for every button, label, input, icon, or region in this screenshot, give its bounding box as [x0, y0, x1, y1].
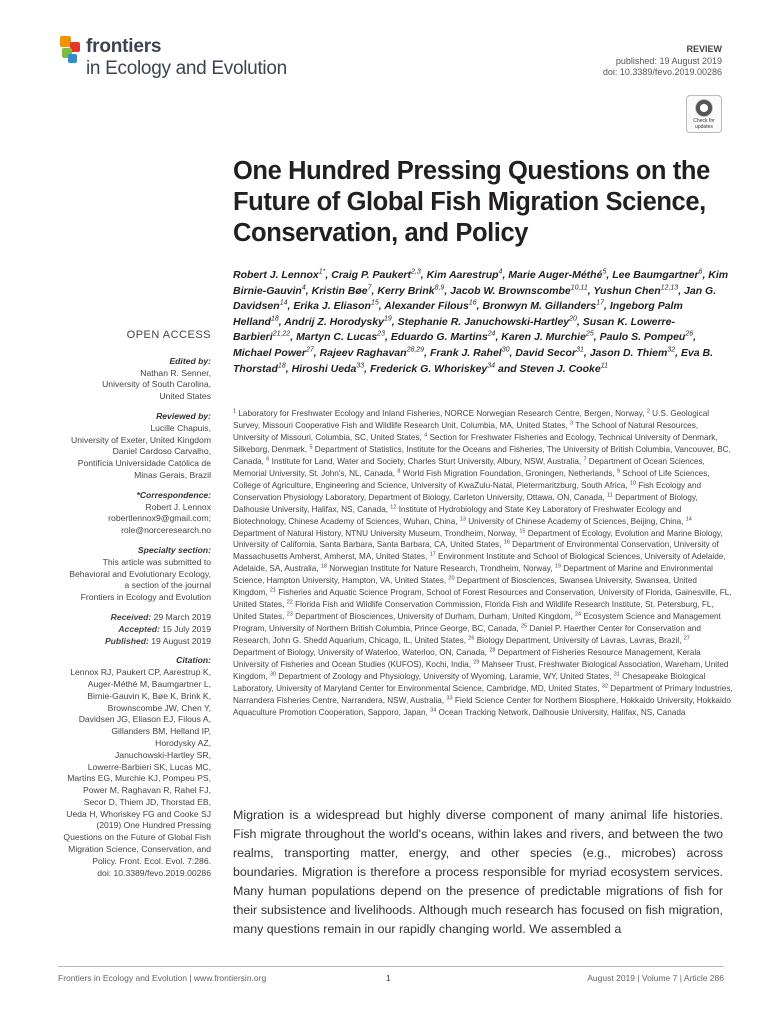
author-name[interactable]: Kim Birnie-Gauvin	[233, 269, 729, 297]
author-affiliation-marker: 31	[576, 346, 584, 354]
author-name[interactable]: Jacob W. Brownscombe	[450, 284, 571, 297]
affiliation-text: Department of Statistics, Institute for the Oceans and Fisheries, The University of British Columbia, Vancouver, BC, Canada,	[233, 444, 731, 466]
affiliation-text: Institute of Hydrobiology and State Key Laboratory of Freshwater Ecology and Biotechnology, Chinese Academy of Sciences, Wuhan, China,	[233, 504, 682, 526]
text-line: Lucille Chapuis,	[150, 422, 211, 433]
author-name[interactable]: Andrij Z. Horodysky	[284, 315, 384, 328]
published-date: published: 19 August 2019	[615, 56, 722, 66]
affiliation-text: Biology Department, University of Lavras, Lavras, Brazil,	[474, 636, 684, 646]
text-line: Robert J. Lennox	[145, 501, 211, 512]
author-affiliation-marker: 27	[305, 346, 314, 354]
specialty-section	[58, 545, 211, 604]
text-line: Horodysky AZ,	[155, 737, 211, 748]
author-name[interactable]: Yushun Chen	[593, 284, 661, 297]
author-affiliation-marker: 10,11	[570, 284, 588, 292]
doi-link[interactable]: doi: 10.3389/fevo.2019.00286	[602, 67, 722, 77]
correspondence-text[interactable]	[58, 502, 211, 537]
author-name[interactable]: Martyn C. Lucas	[296, 331, 378, 344]
affiliation-text: Department of Biology, University of Waterloo, Waterloo, ON, Canada,	[233, 648, 490, 658]
text-line: Birnie-Gauvin K, Bøe K, Brink K,	[87, 690, 211, 701]
affiliation-text: School of Life Sciences, College of Agriculture, Engineering and Science, University of KwaZulu-Natal, Pietermaritzburg, South Africa,	[233, 468, 710, 490]
author-affiliation-marker: 5	[602, 268, 607, 276]
text-line: Questions on the Future of Global Fish	[63, 832, 211, 843]
affiliation-text: Section for Freshwater Fisheries and Ecology, Technical University of Denmark, Silkeborg, Denmark,	[233, 432, 718, 454]
author-affiliation-marker: 15	[370, 299, 379, 307]
author-name[interactable]: Eva B. Thorstad	[233, 346, 714, 375]
author-affiliation-marker: 30	[501, 346, 510, 354]
author-affiliation-marker: 28,29	[406, 346, 425, 354]
affiliation-number: 16	[503, 539, 510, 546]
author-name[interactable]: Frank J. Rahel	[429, 346, 502, 359]
author-affiliation-marker: 33	[356, 362, 365, 370]
author-affiliation-marker: 8,9	[434, 284, 445, 292]
affiliation-text: Norwegian Institute for Nature Research, Trondheim, Norway,	[326, 564, 555, 574]
article-type: REVIEW	[686, 44, 722, 54]
specialty-text	[58, 557, 211, 604]
affiliation-number: 17	[429, 551, 436, 558]
text-line: United States	[159, 391, 211, 402]
affiliation-number: 31	[613, 671, 620, 678]
author-affiliation-marker: 6	[698, 268, 703, 276]
affiliation-number: 28	[489, 647, 496, 654]
author-affiliation-marker: 34	[487, 362, 496, 370]
affiliation-text: Department of Natural History, NTNU University Museum, Trondheim, Norway,	[233, 528, 520, 538]
author-affiliation-marker: 1*	[318, 268, 326, 276]
author-affiliation-marker: 12,13	[660, 284, 679, 292]
affiliation-number: 3	[570, 420, 574, 427]
text-line: Lennox RJ, Paukert CP, Aarestrup K,	[70, 667, 211, 678]
author-affiliation-marker: 2,3	[411, 268, 421, 276]
accepted-line: Accepted: 15 July 2019	[118, 623, 211, 634]
author-affiliation-marker: 23	[377, 330, 385, 338]
affiliation-text: Department of Ocean Sciences, Memorial University, St. John's, NL, Canada,	[233, 456, 705, 478]
affiliation-number: 13	[459, 515, 466, 522]
affiliation-text: Chesapeake Biological Laboratory, University of Maryland Center for Environmental Science, Cambridge, MD, United States,	[233, 671, 706, 693]
affiliation-number: 6	[266, 456, 270, 463]
affiliation-text: Fish Ecology and Conservation Physiology Laboratory, Department of Biology, Carleton University, Ottawa, ON, Canada,	[233, 480, 702, 502]
author-name[interactable]: Marie Auger-Méthé	[508, 269, 603, 281]
affiliation-number: 11	[607, 491, 613, 498]
author-affiliation-marker: 4	[498, 268, 503, 276]
affiliation-number: 26	[468, 635, 475, 642]
affiliation-number: 18	[320, 563, 327, 570]
author-affiliation-marker: 32	[667, 346, 676, 354]
correspondence-section	[58, 490, 211, 537]
author-name[interactable]: Robert J. Lennox	[233, 269, 319, 281]
author-name[interactable]: Paulo S. Pompeu	[599, 331, 686, 344]
open-access-label: OPEN ACCESS	[126, 329, 211, 341]
affiliation-number: 8	[397, 468, 401, 475]
author-list: Robert J. Lennox$^{1*}$, Craig P. Paukert$^{2,3}$, Kim Aarestrup$^4$, Marie Auger-Méthé$^5$, Lee Baumgartner$^6$, Kim Birnie-Gauvin$^4$, Kristin Bøe$^7$, Kerry Brink$^{8,9}$, Jacob W. Brownscombe$^{10,11}$, Yushun Chen$^{12,13}$, Jan G. Davidsen$^{14}$, Erika J. Eliason$^{15}$, Alexander Filous$^{16}$, Bronwyn M. Gillanders$^{17}$, Ingeborg Palm Helland$^{18}$, Andrij Z. Horodysky$^{19}$, Stephanie R. Januchowski-Hartley$^{20}$, Susan K. Lowerre-Barbieri$^{21,22}$, Martyn C. Lucas$^{23}$, Eduardo G. Martins$^{24}$, Karen J. Murchie$^{25}$, Paulo S. Pompeu$^{26}$, Michael Power$^{27}$, Rajeev Raghavan$^{28,29}$, Frank J. Rahel$^{30}$, David Secor$^{31}$, Jason D. Thiem$^{32}$, Eva B. Thorstad$^{18}$, Hiroshi Ueda$^{33}$, Frederick G. Whoriskey$^{34}$ and Steven J. Cooke$^{11}$	[233, 268, 729, 375]
author-name[interactable]: Alexander Filous	[384, 300, 469, 313]
affiliation-number: 34	[430, 707, 437, 714]
author-name[interactable]: Bronwyn M. Gillanders	[482, 300, 597, 313]
affiliation-text: World Fish Migration Foundation, Groningen, Netherlands,	[400, 468, 617, 478]
text-line: Behavioral and Evolutionary Ecology,	[69, 568, 211, 579]
text-line: Policy. Front. Ecol. Evol. 7:286.	[92, 855, 211, 866]
affiliation-number: 7	[583, 456, 587, 463]
journal-brand-name: frontiers	[86, 36, 162, 57]
affiliation-text: Department of Biosciences, University of Durham, Durham, United Kingdom,	[292, 612, 575, 622]
reviewed-by-section	[58, 411, 211, 482]
check-updates-label: Check for updates	[693, 118, 715, 130]
text-line: doi: 10.3389/fevo.2019.00286	[97, 867, 211, 878]
affiliation-number: 25	[521, 623, 528, 630]
affiliation-text: Field Science Center for Northern Biosphere, Hokkaido University, Hokkaido Aquaculture Promotion Cooperation, Sapporo, Japan,	[233, 695, 731, 717]
text-line: Januchowski-Hartley SR,	[115, 749, 211, 760]
affiliation-number: 23	[286, 611, 293, 618]
author-name[interactable]: Steven J. Cooke	[519, 362, 601, 375]
author-affiliation-marker: 20	[569, 315, 577, 323]
text-line: role@norceresearch.no	[121, 525, 211, 536]
affiliation-text: Ecosystem Science and Management Program, University of Northern British Columbia, Prince George, BC, Canada,	[233, 612, 721, 634]
article-title: One Hundred Pressing Questions on the Future of Global Fish Migration Science, Conservation, and Policy	[233, 157, 710, 247]
text-line: Frontiers in Ecology and Evolution	[80, 592, 211, 603]
affiliation-number: 22	[286, 599, 293, 606]
affiliation-number: 14	[685, 515, 692, 522]
affiliation-list	[233, 408, 733, 719]
text-line: Pontifícia Universidade Católica de	[77, 458, 211, 469]
text-line: University of Exeter, United Kingdom	[71, 434, 211, 445]
abstract-text: Migration is a widespread but highly diverse component of many animal life histories. Fish migrate throughout the world's oceans, within lakes and rivers, and between the two realms, transporting matter, energy, and other species (e.g., microbes) across boundaries. Migration is therefore a process responsible for myriad ecosystem services. Many human populations depend on the presence of predictable migrations of fish for their subsistence and livelihoods. Although much research has focused on fish migration, many questions remain in our rapidly changing world. We assembled a	[233, 808, 723, 936]
author-affiliation-marker: 11	[600, 362, 608, 370]
affiliation-number: 29	[473, 659, 480, 666]
affiliation-number: 19	[554, 563, 561, 570]
text-line: Ueda H, Whoriskey FG and Cooke SJ	[66, 808, 211, 819]
text-line: Nathan R. Senner,	[140, 367, 211, 378]
affiliation-number: 27	[683, 635, 690, 642]
affiliation-text: Fisheries and Aquatic Science Program, School of Forest Resources and Conservation, University of Florida, Gainesville, FL, United States,	[233, 588, 732, 610]
affiliation-text: Institute for Land, Water and Society, Charles Sturt University, Albury, NSW, Australia,	[269, 456, 584, 466]
text-line: University of South Carolina,	[102, 379, 211, 390]
author-name[interactable]: Jason D. Thiem	[589, 346, 668, 359]
text-line: Daniel Cardoso Carvalho,	[112, 446, 211, 457]
author-affiliation-marker: 16	[468, 299, 477, 307]
affiliation-text: Department of Biosciences, Swansea University, Swansea, United Kingdom,	[233, 576, 697, 598]
article-info-sidebar	[58, 330, 211, 887]
text-line: Brownscombe JW, Chen Y,	[107, 702, 211, 713]
dates-section	[58, 612, 211, 647]
author-affiliation-marker: 4	[301, 284, 306, 292]
affiliation-text: Department of Zoology and Physiology, University of Wyoming, Laramie, WY, United States,	[276, 671, 614, 681]
author-name[interactable]: David Secor	[515, 346, 577, 359]
author-name[interactable]: Frederick G. Whoriskey	[369, 362, 488, 375]
text-line: Secor D, Thiem JD, Thorstad EB,	[83, 796, 211, 807]
edited-by-text	[58, 368, 211, 403]
journal-brand-subtitle: in Ecology and Evolution	[86, 58, 287, 79]
footer-journal-link[interactable]: Frontiers in Ecology and Evolution | www.frontiersin.org	[58, 973, 267, 983]
author-name[interactable]: Karen J. Murchie	[501, 331, 586, 344]
citation-section	[58, 655, 211, 879]
affiliation-number: 33	[446, 695, 453, 702]
author-name[interactable]: Lee Baumgartner	[612, 269, 699, 281]
text-line: Minas Gerais, Brazil	[134, 469, 211, 480]
author-name[interactable]: Eduardo G. Martins	[390, 331, 488, 344]
affiliation-number: 10	[629, 479, 636, 486]
received-line: Received: 29 March 2019	[110, 611, 211, 622]
affiliation-number: 24	[574, 611, 582, 618]
reviewed-by-text	[58, 423, 211, 482]
affiliation-text: Mahseer Trust, Freshwater Biological Association, Wareham, United Kingdom,	[233, 660, 729, 681]
affiliation-number: 15	[519, 527, 526, 534]
affiliation-text: Florida Fish and Wildlife Conservation Commission, Florida Fish and Wildlife Research Institute, St. Petersburg, FL, United States,	[233, 600, 714, 622]
text-line: This article was submitted to	[102, 556, 211, 567]
affiliation-text: Department of Fisheries Resource Management, Kerala University of Fisheries and Ocean Studies (KUFOS), Kochi, India,	[233, 648, 701, 670]
affiliation-text: Daniel P. Haerther Center for Conservation and Research, John G. Shedd Aquarium, Chicago, IL, United States,	[233, 624, 701, 646]
text-line: robertlennox9@gmail.com;	[108, 513, 211, 524]
edited-by-label: Edited by:	[169, 355, 211, 366]
affiliation-number: 2	[646, 408, 650, 415]
author-affiliation-marker: 24	[487, 330, 496, 338]
text-line: Davidsen JG, Eliason EJ, Filous A,	[78, 714, 211, 725]
author-affiliation-marker: 19	[383, 315, 392, 323]
author-name[interactable]: Rajeev Raghavan	[319, 346, 407, 359]
affiliation-text: Department of Biology, Dalhousie University, Halifax, NS, Canada,	[233, 492, 698, 514]
affiliation-number: 12	[390, 503, 397, 510]
author-name[interactable]: Kerry Brink	[377, 284, 435, 297]
affiliation-text: U.S. Geological Survey, Missouri Cooperative Fish and Wildlife Research Unit, Columbia, MA, United States,	[233, 409, 710, 430]
author-name[interactable]: Jan G. Davidsen	[233, 284, 717, 313]
affiliation-number: 30	[269, 671, 276, 678]
affiliation-text: Department of Environmental Conservation, University of Massachusetts Amherst, Amherst, MA, United States,	[233, 540, 719, 562]
author-name[interactable]: Susan K. Lowerre-Barbieri	[233, 315, 675, 344]
affiliation-text: University of Chinese Academy of Sciences, Beijing, China,	[465, 516, 686, 526]
author-name[interactable]: Erika J. Eliason	[293, 300, 371, 313]
affiliation-number: 1	[233, 408, 237, 415]
affiliation-number: 32	[601, 683, 609, 690]
author-name[interactable]: Kim Aarestrup	[426, 269, 499, 281]
page-number: 1	[386, 973, 391, 983]
author-affiliation-marker: 17	[596, 299, 605, 307]
affiliation-number: 4	[424, 432, 428, 439]
author-affiliation-marker: 26	[685, 330, 694, 338]
affiliation-number: 20	[448, 575, 455, 582]
affiliation-text: The School of Natural Resources, University of Missouri, Columbia, SC, United States,	[233, 420, 699, 442]
author-name[interactable]: Craig P. Paukert	[331, 269, 411, 281]
author-affiliation-marker: 25	[585, 330, 594, 338]
author-affiliation-marker: 21,22	[272, 330, 291, 338]
author-affiliation-marker: 7	[367, 284, 372, 292]
affiliation-number: 21	[269, 587, 276, 594]
affiliation-text: Department of Ecology, Evolution and Marine Biology, University of California, Santa Barbara, Santa Barbara, CA, United States,	[233, 528, 723, 550]
affiliation-number: 5	[309, 444, 313, 451]
affiliation-number: 9	[616, 468, 620, 475]
edited-by-section	[58, 356, 211, 403]
author-name[interactable]: Michael Power	[233, 346, 306, 359]
reviewed-by-label: Reviewed by:	[156, 410, 211, 421]
footer-issue-info: August 2019 | Volume 7 | Article 286	[587, 973, 724, 983]
text-line: a section of the journal	[124, 580, 211, 591]
specialty-label: Specialty section:	[137, 544, 211, 555]
text-line: (2019) One Hundred Pressing	[96, 820, 211, 831]
published-line: Published: 19 August 2019	[104, 635, 211, 646]
author-name[interactable]: Stephanie R. Januchowski-Hartley	[397, 315, 570, 328]
author-affiliation-marker: 18	[270, 315, 279, 323]
author-name[interactable]: Kristin Bøe	[311, 284, 368, 297]
affiliation-text: Laboratory for Freshwater Ecology and Inland Fisheries, NORCE Norwegian Research Centre, Bergen, Norway,	[236, 409, 647, 418]
citation-text	[58, 667, 211, 879]
text-line: Martins EG, Murchie KJ, Pompeu PS,	[67, 773, 211, 784]
check-updates-icon	[695, 99, 713, 117]
text-line: Gillanders BM, Helland IP,	[111, 726, 211, 737]
text-line: Migration Science, Conservation, and	[68, 844, 211, 855]
author-affiliation-marker: 18	[277, 362, 286, 370]
citation-label: Citation:	[176, 655, 211, 666]
check-for-updates-badge[interactable]	[686, 95, 722, 133]
footer-divider	[58, 966, 724, 967]
text-line: Power M, Raghavan R, Rahel FJ,	[82, 785, 211, 796]
text-line: Auger-Méthé M, Baumgartner L,	[87, 678, 211, 689]
affiliation-text: Department of Primary Industries, Narrandera Fisheries Centre, Narrandera, NSW, Australia,	[233, 683, 733, 705]
affiliation-text: Ocean Tracking Network, Dalhousie University, Halifax, NS, Canada	[436, 707, 686, 717]
affiliation-text: Department of Marine and Environmental Science, Hampton University, Hampton, VA, United States,	[233, 564, 713, 586]
author-name[interactable]: Ingeborg Palm Helland	[233, 300, 683, 328]
author-name[interactable]: Hiroshi Ueda	[291, 362, 357, 375]
text-line: Lowerre-Barbieri SK, Lucas MC,	[87, 761, 211, 772]
affiliation-text: Environment Institute and School of Biological Sciences, University of Adelaide, Adelaide, SA, Australia,	[233, 552, 726, 574]
correspondence-label: *Correspondence:	[136, 489, 211, 500]
author-affiliation-marker: 14	[279, 299, 288, 307]
